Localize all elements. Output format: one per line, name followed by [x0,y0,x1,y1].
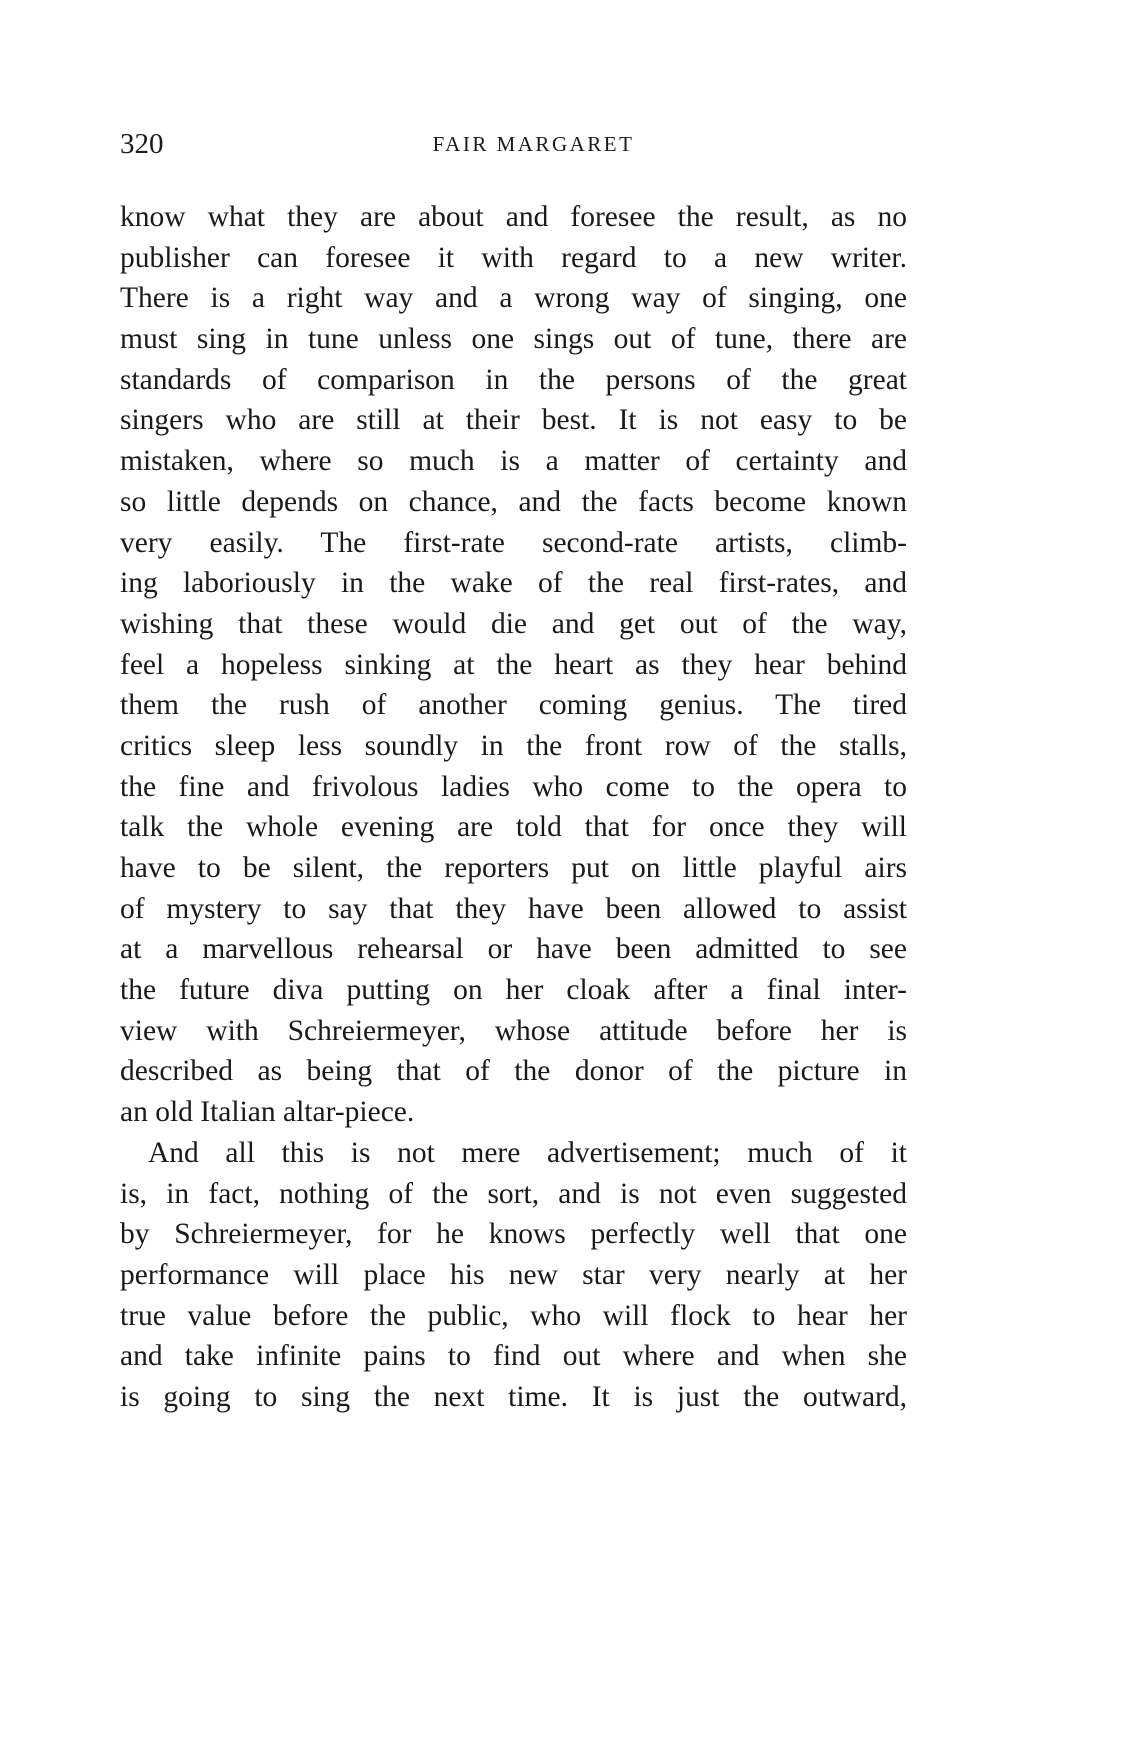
paragraph [120,197,907,1133]
text-line: them the rush of another coming genius. The tired [120,689,907,722]
text-line: and take infinite pains to find out where and when she [120,1340,907,1373]
page-number: 320 [120,128,164,160]
text-line: know what they are about and foresee the result, as no [120,201,907,233]
text-line: very easily. The first-rate second-rate artists, climb- [120,526,907,559]
text-line: feel a hopeless sinking at the heart as they hear behind [120,648,907,681]
text-line: wishing that these would die and get out of the way, [120,607,907,640]
text-line: described as being that of the donor of the picture in [120,1055,907,1088]
running-title: FAIR MARGARET [432,132,635,156]
text-line: so little depends on chance, and the facts become known [120,485,907,518]
text-line: is, in fact, nothing of the sort, and is not even suggested [120,1177,907,1210]
text-line: talk the whole evening are told that for once they will [120,811,907,844]
body-text [120,197,907,1418]
text-line: And all this is not mere advertisement; much of it [148,1136,907,1169]
text-line: critics sleep less soundly in the front row of the stalls, [120,729,907,762]
page-header [120,128,907,168]
text-line: at a marvellous rehearsal or have been admitted to see [120,933,907,966]
text-line: have to be silent, the reporters put on little playful airs [120,852,907,884]
text-line: the fine and frivolous ladies who come to the opera to [120,770,907,803]
text-line: is going to sing the next time. It is just the outward, [120,1380,907,1413]
text-line: view with Schreiermeyer, whose attitude before her is [120,1014,907,1047]
text-line: publisher can foresee it with regard to a new writer. [120,241,907,274]
text-line: singers who are still at their best. It is not easy to be [120,404,907,437]
text-line: ing laboriously in the wake of the real first-rates, and [120,567,907,600]
text-line: the future diva putting on her cloak after a final inter- [120,974,907,1007]
text-line: of mystery to say that they have been allowed to assist [120,892,907,925]
text-line: mistaken, where so much is a matter of certainty and [120,445,907,478]
text-line: There is a right way and a wrong way of singing, one [120,282,907,315]
text-line: performance will place his new star very nearly at her [120,1258,907,1291]
text-line: must sing in tune unless one sings out of tune, there are [120,323,907,356]
text-line: an old Italian altar-piece. [120,1096,415,1129]
text-line: standards of comparison in the persons of the great [120,363,907,396]
paragraph [120,1133,907,1418]
text-line: true value before the public, who will flock to hear her [120,1299,907,1332]
text-line: by Schreiermeyer, for he knows perfectly well that one [120,1218,907,1251]
